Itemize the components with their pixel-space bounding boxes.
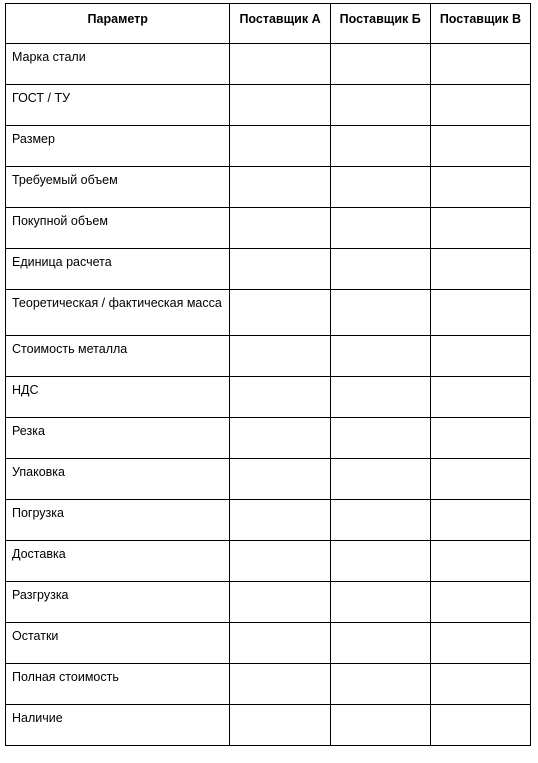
parameter-label: Теоретическая / фактическая масса xyxy=(6,290,230,336)
supplier-value-cell xyxy=(430,705,530,746)
header-supplier-b: Поставщик Б xyxy=(330,4,430,44)
table-body xyxy=(6,44,531,746)
table-row xyxy=(6,582,531,623)
supplier-value-cell xyxy=(330,500,430,541)
supplier-value-cell xyxy=(330,126,430,167)
parameter-label: Требуемый объем xyxy=(6,167,230,208)
parameter-label: Упаковка xyxy=(6,459,230,500)
supplier-value-cell xyxy=(230,377,330,418)
table-row xyxy=(6,126,531,167)
table-row xyxy=(6,623,531,664)
supplier-value-cell xyxy=(230,623,330,664)
supplier-value-cell xyxy=(430,377,530,418)
table-header-row xyxy=(6,4,531,44)
supplier-value-cell xyxy=(230,290,330,336)
supplier-value-cell xyxy=(430,208,530,249)
header-parameter: Параметр xyxy=(6,4,230,44)
parameter-label: Покупной объем xyxy=(6,208,230,249)
parameter-label: Разгрузка xyxy=(6,582,230,623)
supplier-value-cell xyxy=(430,582,530,623)
table-row xyxy=(6,167,531,208)
parameter-label: Единица расчета xyxy=(6,249,230,290)
supplier-value-cell xyxy=(430,249,530,290)
supplier-value-cell xyxy=(230,85,330,126)
supplier-value-cell xyxy=(430,459,530,500)
table-row xyxy=(6,705,531,746)
supplier-value-cell xyxy=(430,167,530,208)
supplier-value-cell xyxy=(230,582,330,623)
parameter-label: Размер xyxy=(6,126,230,167)
supplier-value-cell xyxy=(230,44,330,85)
supplier-value-cell xyxy=(230,664,330,705)
supplier-value-cell xyxy=(430,418,530,459)
supplier-value-cell xyxy=(430,336,530,377)
table-row xyxy=(6,418,531,459)
parameter-label: НДС xyxy=(6,377,230,418)
supplier-value-cell xyxy=(430,290,530,336)
table-row xyxy=(6,249,531,290)
supplier-value-cell xyxy=(330,705,430,746)
table-row xyxy=(6,290,531,336)
supplier-value-cell xyxy=(230,459,330,500)
parameter-label: Погрузка xyxy=(6,500,230,541)
supplier-value-cell xyxy=(330,623,430,664)
supplier-value-cell xyxy=(230,418,330,459)
parameter-label: Стоимость металла xyxy=(6,336,230,377)
supplier-value-cell xyxy=(230,167,330,208)
supplier-value-cell xyxy=(430,126,530,167)
parameter-label: Остатки xyxy=(6,623,230,664)
supplier-value-cell xyxy=(230,705,330,746)
supplier-value-cell xyxy=(330,167,430,208)
header-supplier-c: Поставщик В xyxy=(430,4,530,44)
table-row xyxy=(6,377,531,418)
table-row xyxy=(6,664,531,705)
table-row xyxy=(6,500,531,541)
supplier-value-cell xyxy=(330,208,430,249)
supplier-value-cell xyxy=(330,44,430,85)
table-row xyxy=(6,336,531,377)
supplier-value-cell xyxy=(230,208,330,249)
supplier-value-cell xyxy=(430,500,530,541)
supplier-value-cell xyxy=(330,582,430,623)
header-supplier-a: Поставщик А xyxy=(230,4,330,44)
supplier-value-cell xyxy=(330,418,430,459)
supplier-value-cell xyxy=(430,623,530,664)
supplier-value-cell xyxy=(230,126,330,167)
parameter-label: Резка xyxy=(6,418,230,459)
parameter-label: Доставка xyxy=(6,541,230,582)
supplier-value-cell xyxy=(430,85,530,126)
table-row xyxy=(6,44,531,85)
supplier-value-cell xyxy=(230,336,330,377)
supplier-value-cell xyxy=(330,336,430,377)
supplier-value-cell xyxy=(230,541,330,582)
supplier-value-cell xyxy=(330,664,430,705)
table-row xyxy=(6,541,531,582)
parameter-label: Наличие xyxy=(6,705,230,746)
supplier-value-cell xyxy=(230,249,330,290)
supplier-value-cell xyxy=(330,459,430,500)
supplier-comparison-table xyxy=(5,3,531,746)
supplier-value-cell xyxy=(330,377,430,418)
supplier-value-cell xyxy=(230,500,330,541)
parameter-label: ГОСТ / ТУ xyxy=(6,85,230,126)
parameter-label: Полная стоимость xyxy=(6,664,230,705)
table-row xyxy=(6,208,531,249)
parameter-label: Марка стали xyxy=(6,44,230,85)
supplier-value-cell xyxy=(430,664,530,705)
supplier-value-cell xyxy=(330,290,430,336)
table-row xyxy=(6,459,531,500)
table-row xyxy=(6,85,531,126)
supplier-value-cell xyxy=(330,541,430,582)
supplier-value-cell xyxy=(330,85,430,126)
supplier-value-cell xyxy=(430,541,530,582)
supplier-value-cell xyxy=(430,44,530,85)
supplier-value-cell xyxy=(330,249,430,290)
